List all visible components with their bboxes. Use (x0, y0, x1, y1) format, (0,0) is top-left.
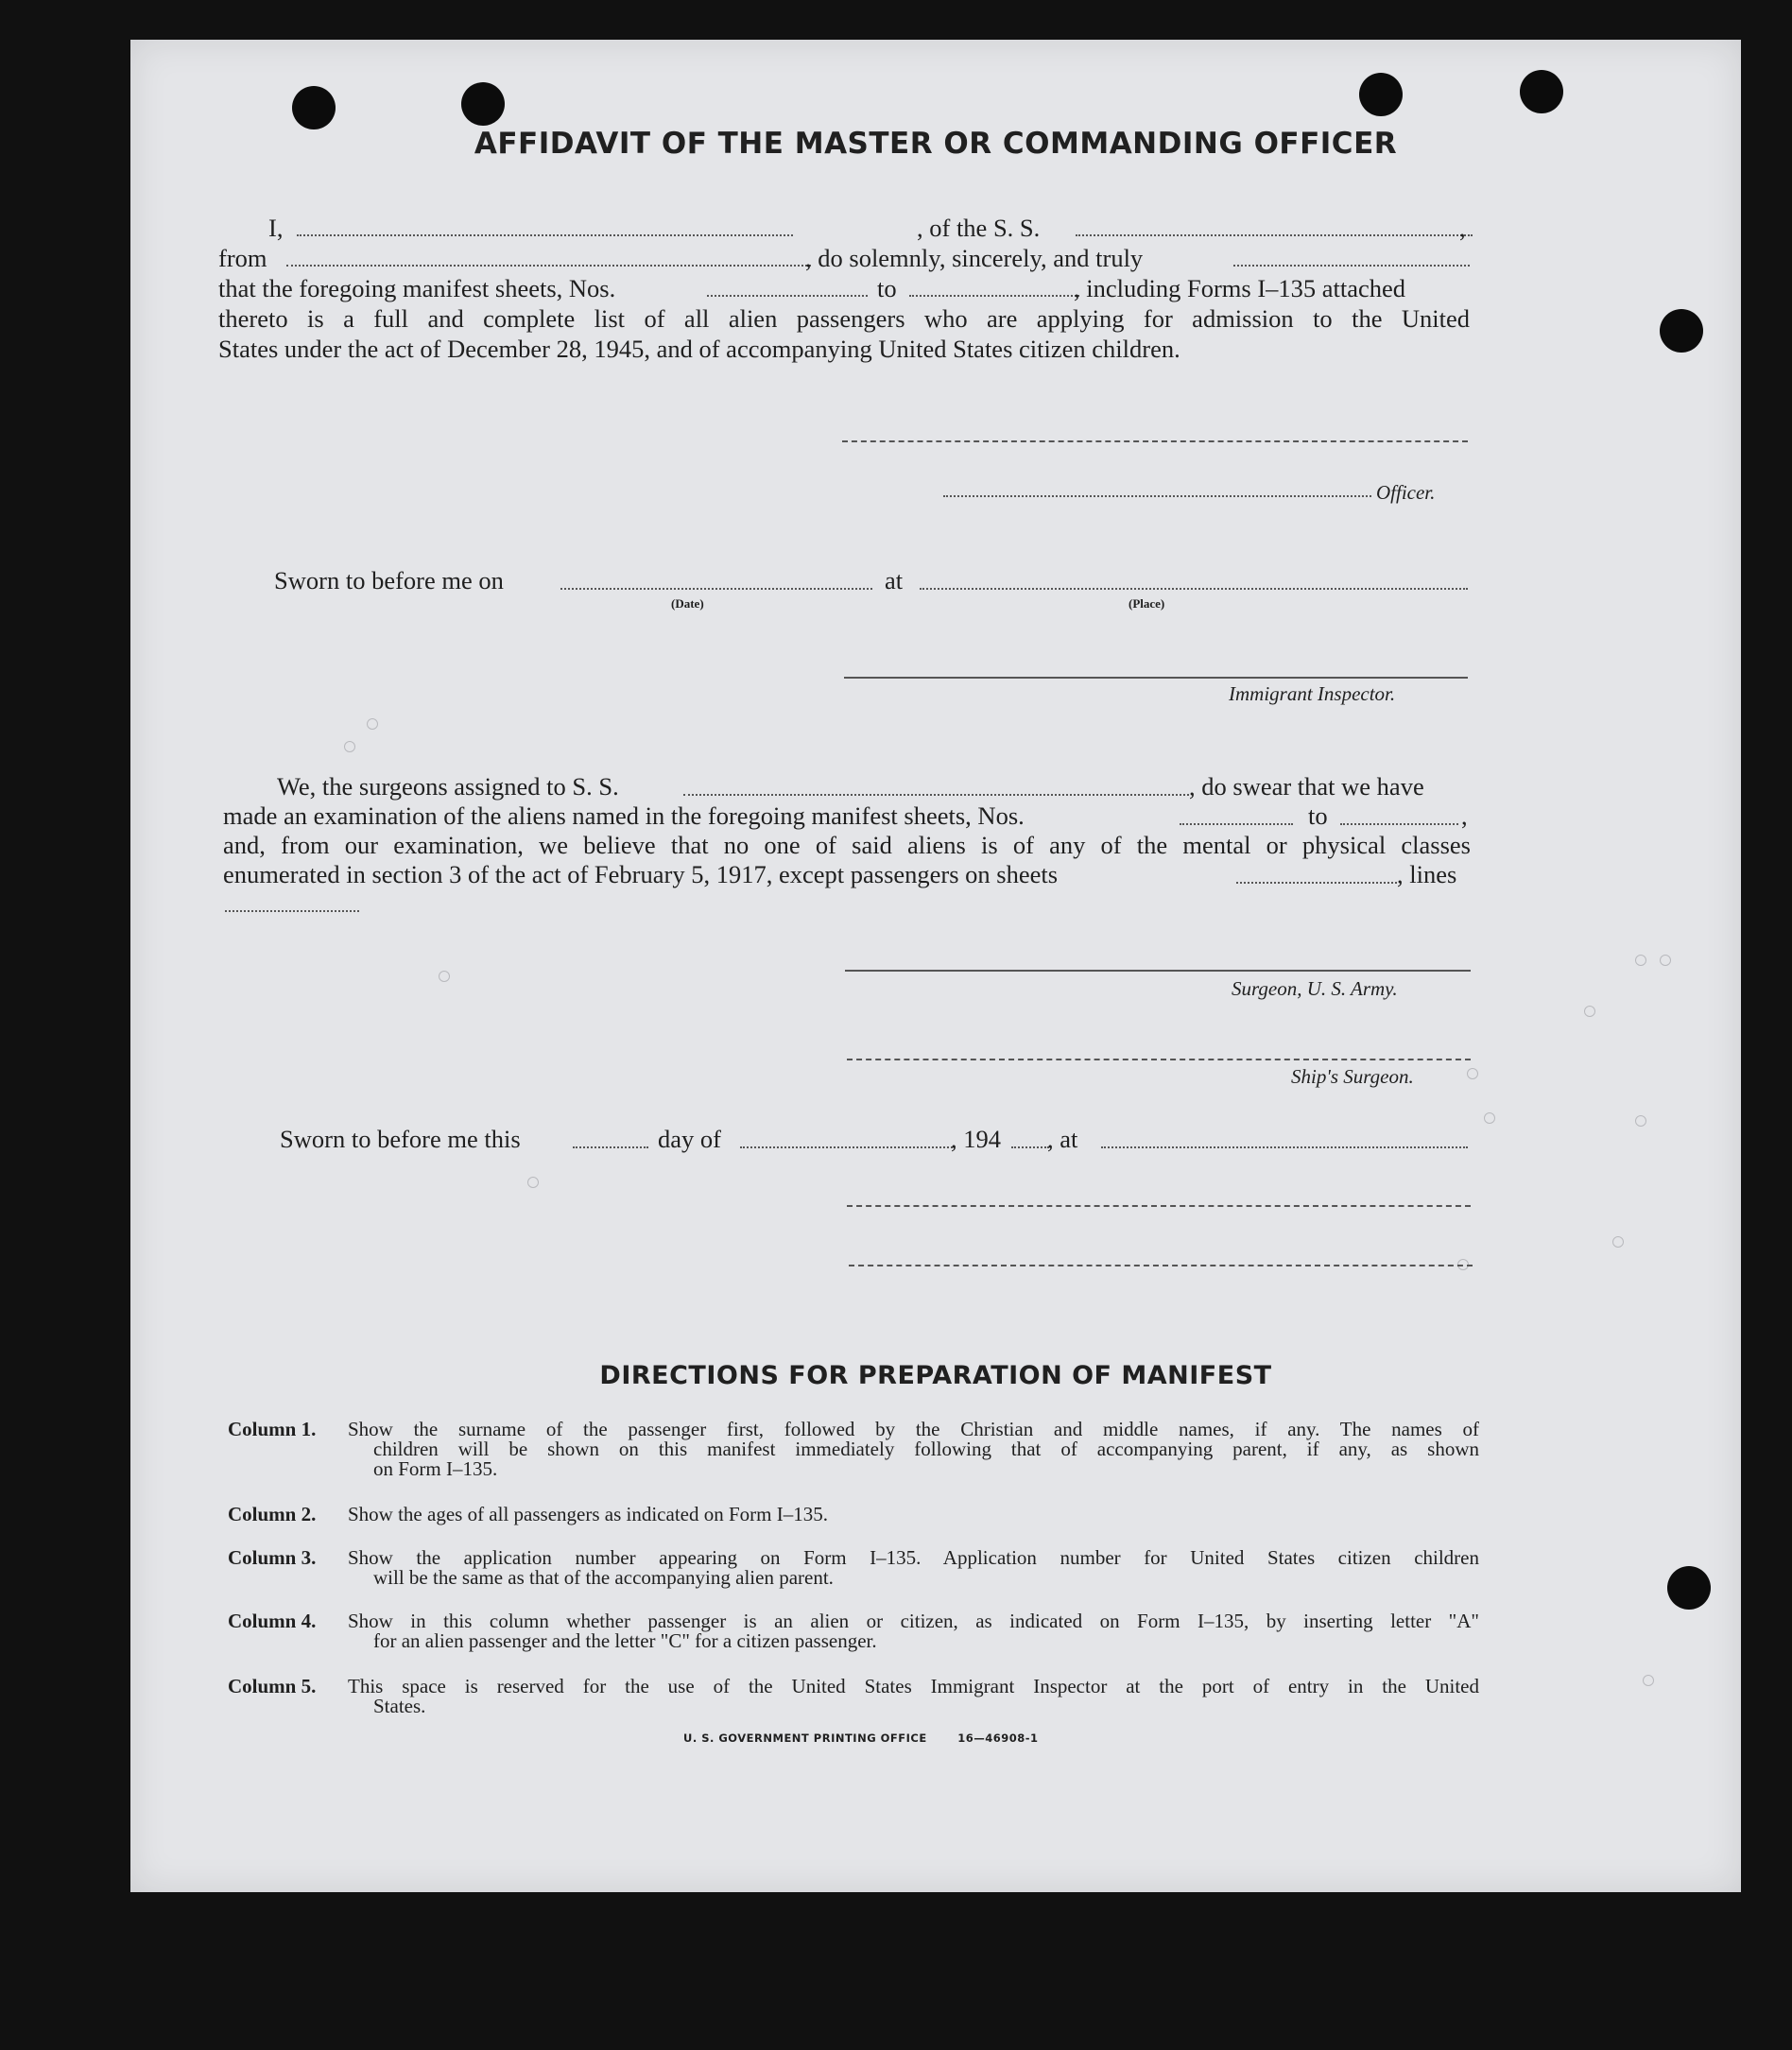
surgeons-made: made an examination of the aliens named in the foregoing manifest sheets, Nos. (223, 801, 1025, 830)
affidavit-solemnly: , do solemnly, sincerely, and truly (805, 244, 1144, 272)
surgeons-line3: and, from our examination, we believe that no one of said aliens is of any of the mental or physical classes (223, 831, 1471, 859)
signature-line-4[interactable] (849, 1265, 1473, 1266)
affidavit-including: , including Forms I–135 attached (1074, 274, 1406, 302)
affidavit-of-ss: , of the S. S. (917, 214, 1041, 242)
direction-label: Column 5. (228, 1675, 317, 1697)
comma-text: , (1459, 214, 1466, 242)
surgeon-sheet-to-field[interactable] (1340, 823, 1458, 825)
ship-surgeon-label: Ship's Surgeon. (1291, 1065, 1414, 1088)
page-title: AFFIDAVIT OF THE MASTER OR COMMANDING OFFICER (474, 127, 1398, 161)
direction-line: will be the same as that of the accompanying alien parent. (373, 1566, 834, 1589)
direction-text (348, 1548, 1479, 1588)
sworn-day-field[interactable] (573, 1146, 648, 1148)
direction-line: Show the application number appearing on Form I–135. Application number for United States citizen children (348, 1546, 1479, 1569)
punch-hole (1359, 73, 1403, 116)
paper-speck (1584, 1006, 1595, 1017)
affidavit-line4: thereto is a full and complete list of all alien passengers who are applying for admission to the United (218, 304, 1470, 333)
printer-name: U. S. GOVERNMENT PRINTING OFFICE (683, 1731, 927, 1745)
officer-title-field[interactable] (943, 495, 1371, 497)
surgeons-comma: , (1461, 801, 1468, 830)
signature-line-3[interactable] (847, 1205, 1471, 1207)
sworn2-place-field[interactable] (1101, 1146, 1468, 1148)
direction-line: This space is reserved for the use of the United States Immigrant Inspector at the port of entry in the United (348, 1675, 1479, 1697)
ship-name-field[interactable] (1076, 234, 1473, 236)
direction-label: Column 3. (228, 1546, 317, 1569)
affidavit-line5: States under the act of December 28, 1945, and of accompanying United States citizen children. (218, 335, 1180, 363)
form-code: 16—46908-1 (957, 1731, 1039, 1745)
paper-speck (439, 971, 450, 982)
sworn2-at: , at (1047, 1125, 1078, 1153)
surgeon-sheet-from-field[interactable] (1180, 823, 1293, 825)
officer-signature-line[interactable] (842, 440, 1468, 442)
paper-speck (527, 1177, 539, 1188)
directions-list (228, 1420, 1485, 1779)
direction-text (348, 1505, 1479, 1525)
inspector-label: Immigrant Inspector. (1229, 682, 1396, 705)
printer-imprint (683, 1731, 1039, 1745)
paper-speck (1660, 955, 1671, 966)
excepted-lines-field[interactable] (225, 910, 359, 912)
direction-line: children will be shown on this manifest immediately following that of accompanying parent, if any, as shown (373, 1438, 1479, 1460)
army-surgeon-label: Surgeon, U. S. Army. (1232, 977, 1398, 1000)
paper-speck (1635, 955, 1646, 966)
inspector-signature-line[interactable] (844, 677, 1468, 679)
direction-line: for an alien passenger and the letter "C" for a citizen passenger. (373, 1629, 877, 1652)
affidavit-sheets: that the foregoing manifest sheets, Nos. (218, 274, 616, 302)
punch-hole (1520, 70, 1563, 113)
direction-line: States. (373, 1695, 426, 1717)
sworn-year-field[interactable] (1011, 1146, 1049, 1148)
punch-hole (461, 82, 505, 126)
ship-surgeon-signature-line[interactable] (847, 1059, 1471, 1060)
paper-speck (1484, 1112, 1495, 1124)
paper-speck (1467, 1068, 1478, 1079)
date-caption: (Date) (671, 596, 704, 611)
direction-label: Column 2. (228, 1503, 317, 1525)
affidavit-to: to (877, 274, 897, 302)
punch-hole (1660, 309, 1703, 353)
sworn2-day-of: day of (658, 1125, 721, 1153)
sworn-month-field[interactable] (740, 1146, 953, 1148)
sworn1-at: at (885, 566, 904, 594)
surgeons-to: to (1308, 801, 1328, 830)
paper-speck (1635, 1115, 1646, 1127)
direction-line: Show the ages of all passengers as indicated on Form I–135. (348, 1503, 828, 1525)
direction-label: Column 1. (228, 1418, 317, 1440)
surgeons-swear: , do swear that we have (1189, 772, 1424, 801)
paper-speck (367, 718, 378, 730)
sworn2-year: , 194 (951, 1125, 1001, 1153)
sworn1-text: Sworn to before me on (274, 566, 504, 594)
paper-speck (1643, 1675, 1654, 1686)
punch-hole (292, 86, 336, 129)
direction-text (348, 1420, 1479, 1479)
surgeon-ship-field[interactable] (683, 794, 1189, 796)
from-port-field[interactable] (286, 265, 811, 267)
paper-speck (344, 741, 355, 752)
sworn-place-field[interactable] (920, 588, 1468, 590)
directions-title: DIRECTIONS FOR PREPARATION OF MANIFEST (599, 1361, 1272, 1390)
direction-text (348, 1611, 1479, 1651)
sworn2-text: Sworn to before me this (280, 1125, 521, 1153)
sheet-from-field[interactable] (707, 295, 868, 297)
direction-line: Show the surname of the passenger first, followed by the Christian and middle names, if any. The names of (348, 1418, 1479, 1440)
sheet-to-field[interactable] (909, 295, 1079, 297)
direction-line: on Form I–135. (373, 1457, 498, 1480)
officer-label: Officer. (1376, 481, 1436, 504)
place-caption: (Place) (1129, 596, 1165, 611)
excepted-sheets-field[interactable] (1236, 882, 1397, 884)
affidavit-from: from (218, 244, 267, 272)
direction-text (348, 1677, 1479, 1716)
paper-speck (1612, 1236, 1624, 1248)
army-surgeon-signature-line[interactable] (845, 970, 1471, 972)
sworn-date-field[interactable] (560, 588, 872, 590)
oath-field[interactable] (1233, 265, 1470, 267)
direction-label: Column 4. (228, 1610, 317, 1632)
direction-line: Show in this column whether passenger is an alien or citizen, as indicated on Form I–135, by inserting letter "A" (348, 1610, 1479, 1632)
surgeons-line4: enumerated in section 3 of the act of February 5, 1917, except passengers on sheets (223, 860, 1059, 888)
affidavit-i: I, (268, 214, 284, 242)
document-page (130, 40, 1741, 1892)
master-name-field[interactable] (297, 234, 793, 236)
surgeons-we: We, the surgeons assigned to S. S. (277, 772, 619, 801)
punch-hole (1667, 1566, 1711, 1610)
surgeons-lines: , lines (1397, 860, 1457, 888)
